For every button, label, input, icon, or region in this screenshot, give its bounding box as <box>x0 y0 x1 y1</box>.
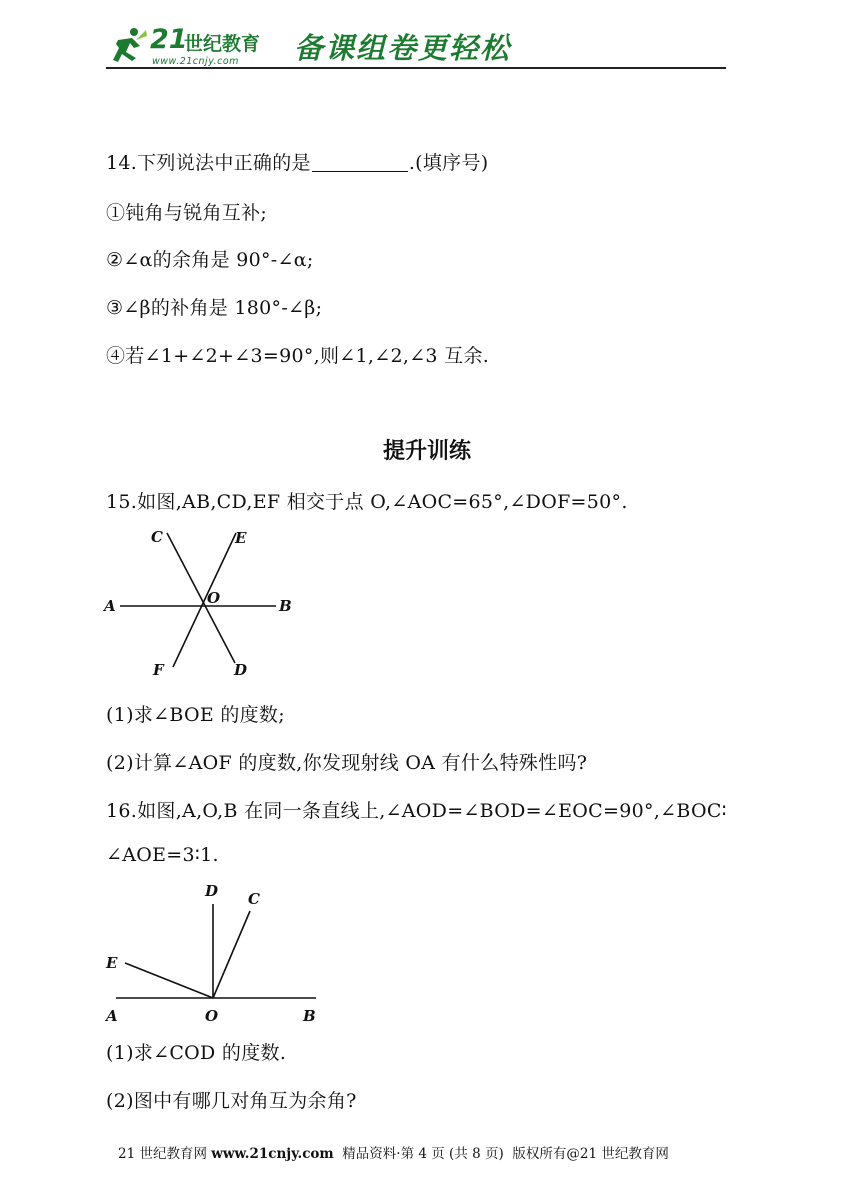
runner-logo-icon <box>110 26 150 66</box>
q14-option-2: ②∠α的余角是 90°-∠α; <box>106 249 314 271</box>
footer-copyright: 版权所有@21 世纪教育网 <box>512 1146 669 1162</box>
footer-site: 21 世纪教育网 <box>118 1146 207 1162</box>
line-cd <box>167 533 235 663</box>
q16-part-2: (2)图中有哪几对角互为余角? <box>106 1090 357 1112</box>
q14-stem <box>106 148 489 175</box>
header-divider <box>106 67 726 69</box>
label-f: F <box>153 661 164 679</box>
page-header <box>106 24 726 68</box>
label-a: A <box>104 597 116 615</box>
q15-part-2: (2)计算∠AOF 的度数,你发现射线 OA 有什么特殊性吗? <box>106 752 588 774</box>
q15-figure <box>100 525 300 685</box>
label-e: E <box>235 529 247 547</box>
q16-stem-line2: ∠AOE=3∶1. <box>106 844 219 866</box>
label-d: D <box>205 882 219 900</box>
q15-part-1: (1)求∠BOE 的度数; <box>106 704 285 726</box>
q14-option-3: ③∠β的补角是 180°-∠β; <box>106 297 323 319</box>
footer-page-info: 精品资料·第 4 页 (共 8 页) <box>342 1146 504 1162</box>
q14-option-1: ①钝角与锐角互补; <box>106 202 268 224</box>
slogan: 备课组卷更轻松 <box>294 31 512 65</box>
q14-stem-before: 14.下列说法中正确的是 <box>106 152 311 174</box>
q14-answer-blank <box>312 153 408 172</box>
label-o: O <box>207 589 221 607</box>
label-b: B <box>303 1007 316 1025</box>
ray-oc <box>213 911 250 998</box>
label-a: A <box>106 1007 118 1025</box>
footer-url[interactable]: www.21cnjy.com <box>211 1146 334 1162</box>
q16-part-1: (1)求∠COD 的度数. <box>106 1042 287 1064</box>
brand-url: www.21cnjy.com <box>152 56 239 67</box>
q14-stem-after: .(填序号) <box>408 152 489 174</box>
q16-figure <box>100 876 330 1028</box>
q14-option-4: ④若∠1+∠2+∠3=90°,则∠1,∠2,∠3 互余. <box>106 345 490 367</box>
brand-name: 世纪教育 <box>184 33 261 55</box>
brand-number: 21 <box>150 24 188 55</box>
label-b: B <box>279 597 292 615</box>
label-c: C <box>151 528 163 546</box>
label-o: O <box>205 1007 219 1025</box>
section-title: 提升训练 <box>383 439 472 464</box>
ray-oe <box>125 963 213 998</box>
q16-stem-line1: 16.如图,A,O,B 在同一条直线上,∠AOD=∠BOD=∠EOC=90°,∠BOC∶ <box>106 800 727 822</box>
label-e: E <box>106 954 118 972</box>
q15-stem: 15.如图,AB,CD,EF 相交于点 O,∠AOC=65°,∠DOF=50°. <box>106 491 628 513</box>
page-footer <box>118 1142 669 1162</box>
label-c: C <box>248 890 260 908</box>
label-d: D <box>234 661 248 679</box>
